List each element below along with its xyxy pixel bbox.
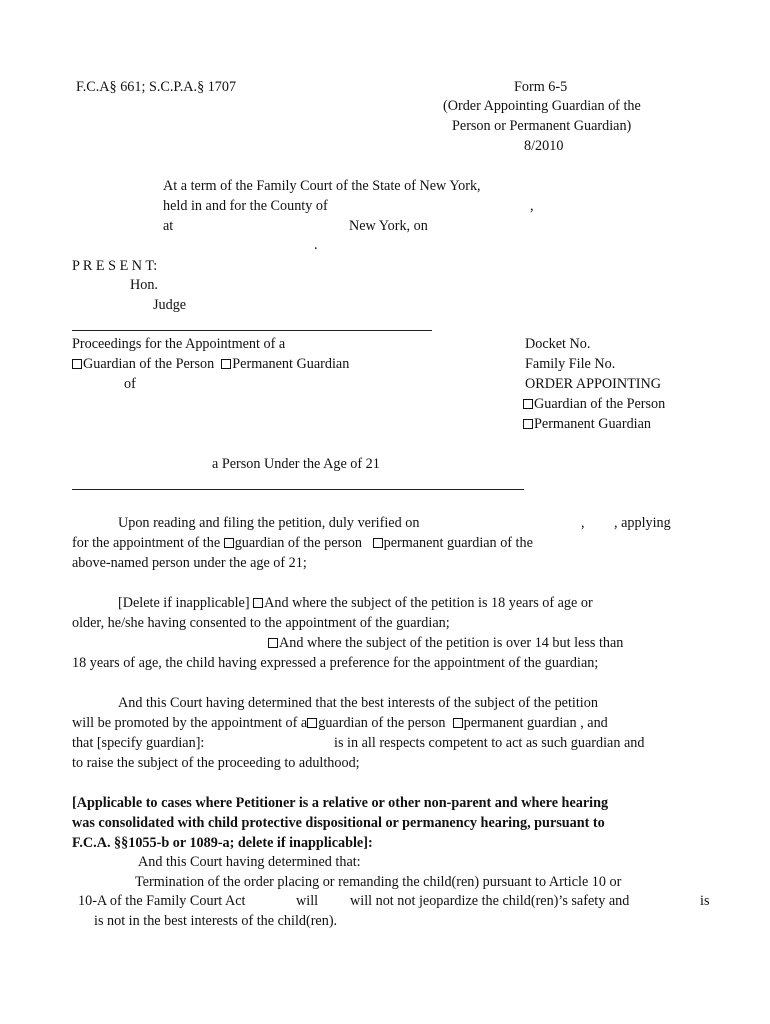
form-number: Form 6-5	[514, 79, 568, 95]
p1-line-1: Upon reading and filing the petition, duly verified on	[118, 515, 420, 531]
court-at-label: at	[163, 218, 174, 234]
p1-applying: , applying	[614, 515, 671, 531]
caption-bottom-rule	[72, 489, 524, 490]
guardian-of-person-checkbox[interactable]	[72, 359, 82, 369]
p3-line-2	[72, 714, 608, 732]
p4-line-4: is not in the best interests of the child(ren).	[94, 913, 338, 929]
p4-will-not: will not not jeopardize the child(ren)’s safety and	[350, 893, 630, 909]
family-file-number-label: Family File No.	[525, 356, 616, 372]
order-appointing-title: ORDER APPOINTING	[525, 376, 661, 392]
p3-line-4: to raise the subject of the proceeding to adulthood;	[72, 755, 360, 771]
p4-line-2: Termination of the order placing or remanding the child(ren) pursuant to Article 10 or	[135, 874, 622, 890]
caption-proceedings: Proceedings for the Appointment of a	[72, 336, 286, 352]
court-county-comma: ,	[530, 198, 534, 214]
p1-line-2	[72, 534, 533, 552]
p2-age-18-checkbox[interactable]	[253, 598, 263, 608]
p1-guardian-person-label: guardian of the person	[234, 535, 362, 551]
p1-line-3: above-named person under the age of 21;	[72, 555, 307, 571]
p2-line-4: 18 years of age, the child having expressed a preference for the appointment of the guardian;	[72, 655, 599, 671]
statute-citation: F.C.A§ 661; S.C.P.A.§ 1707	[76, 79, 237, 95]
docket-number-label: Docket No.	[525, 336, 591, 352]
p3-guardian-person-checkbox[interactable]	[307, 718, 317, 728]
p2-line-3	[268, 634, 623, 652]
form-title-line-1: (Order Appointing Guardian of the	[443, 98, 641, 114]
court-new-york-on: New York, on	[349, 218, 428, 234]
p4-will: will	[296, 893, 319, 909]
p4-line-1: And this Court having determined that:	[138, 854, 361, 870]
p3-line-1: And this Court having determined that the best interests of the subject of the petition	[118, 695, 598, 711]
present-hon: Hon.	[130, 277, 158, 293]
applicability-note-line-3: F.C.A. §§1055-b or 1089-a; delete if inapplicable]:	[72, 835, 373, 851]
court-date-period: .	[314, 237, 318, 253]
caption-permanent-guardian-label: Permanent Guardian	[232, 356, 350, 372]
p1-permanent-guardian-label: permanent guardian of the	[383, 535, 533, 551]
order-guardian-person-option	[523, 395, 665, 413]
form-date: 8/2010	[524, 138, 564, 154]
permanent-guardian-checkbox[interactable]	[221, 359, 231, 369]
p3-line-3b: is in all respects competent to act as such guardian and	[334, 735, 645, 751]
p2-line-1	[118, 594, 593, 612]
p3-permanent-guardian-label: permanent guardian , and	[463, 715, 608, 731]
p2-delete-note: [Delete if inapplicable]	[118, 595, 250, 611]
caption-under-age: a Person Under the Age of 21	[212, 456, 380, 472]
order-guardian-person-checkbox[interactable]	[523, 399, 533, 409]
court-term-line-1: At a term of the Family Court of the State of New York,	[163, 178, 481, 194]
p3-permanent-guardian-checkbox[interactable]	[453, 718, 463, 728]
caption-guardian-options	[72, 355, 349, 373]
p4-line-3a: 10-A of the Family Court Act	[78, 893, 246, 909]
p3-line-3a: that [specify guardian]:	[72, 735, 205, 751]
p1-guardian-person-checkbox[interactable]	[224, 538, 234, 548]
caption-guardian-person-label: Guardian of the Person	[83, 356, 215, 372]
court-county-line: held in and for the County of	[163, 198, 328, 214]
p2-age-18-text: And where the subject of the petition is 18 years of age or	[264, 595, 593, 611]
order-permanent-guardian-option	[523, 415, 651, 433]
order-permanent-guardian-label: Permanent Guardian	[534, 416, 652, 432]
p2-line-2: older, he/she having consented to the appointment of the guardian;	[72, 615, 450, 631]
p2-age-14-checkbox[interactable]	[268, 638, 278, 648]
form-title-line-2: Person or Permanent Guardian)	[452, 118, 632, 134]
applicability-note-line-2: was consolidated with child protective dispositional or permanency hearing, pursuant to	[72, 815, 605, 831]
p3-guardian-person-label: guardian of the person	[318, 715, 446, 731]
applicability-note-line-1: [Applicable to cases where Petitioner is a relative or other non-parent and where hearing	[72, 795, 609, 811]
caption-of: of	[124, 376, 136, 392]
present-judge: Judge	[153, 297, 187, 313]
p1-comma: ,	[581, 515, 585, 531]
order-permanent-guardian-checkbox[interactable]	[523, 419, 533, 429]
p1-permanent-guardian-checkbox[interactable]	[373, 538, 383, 548]
order-guardian-person-label: Guardian of the Person	[534, 396, 666, 412]
p3-appointment-text: will be promoted by the appointment of a	[72, 715, 308, 731]
p4-is: is	[700, 893, 710, 909]
p2-age-14-text: And where the subject of the petition is over 14 but less than	[279, 635, 624, 651]
caption-top-rule	[72, 330, 432, 331]
present-label: P R E S E N T:	[72, 258, 158, 274]
p1-appointment-text: for the appointment of the	[72, 535, 221, 551]
